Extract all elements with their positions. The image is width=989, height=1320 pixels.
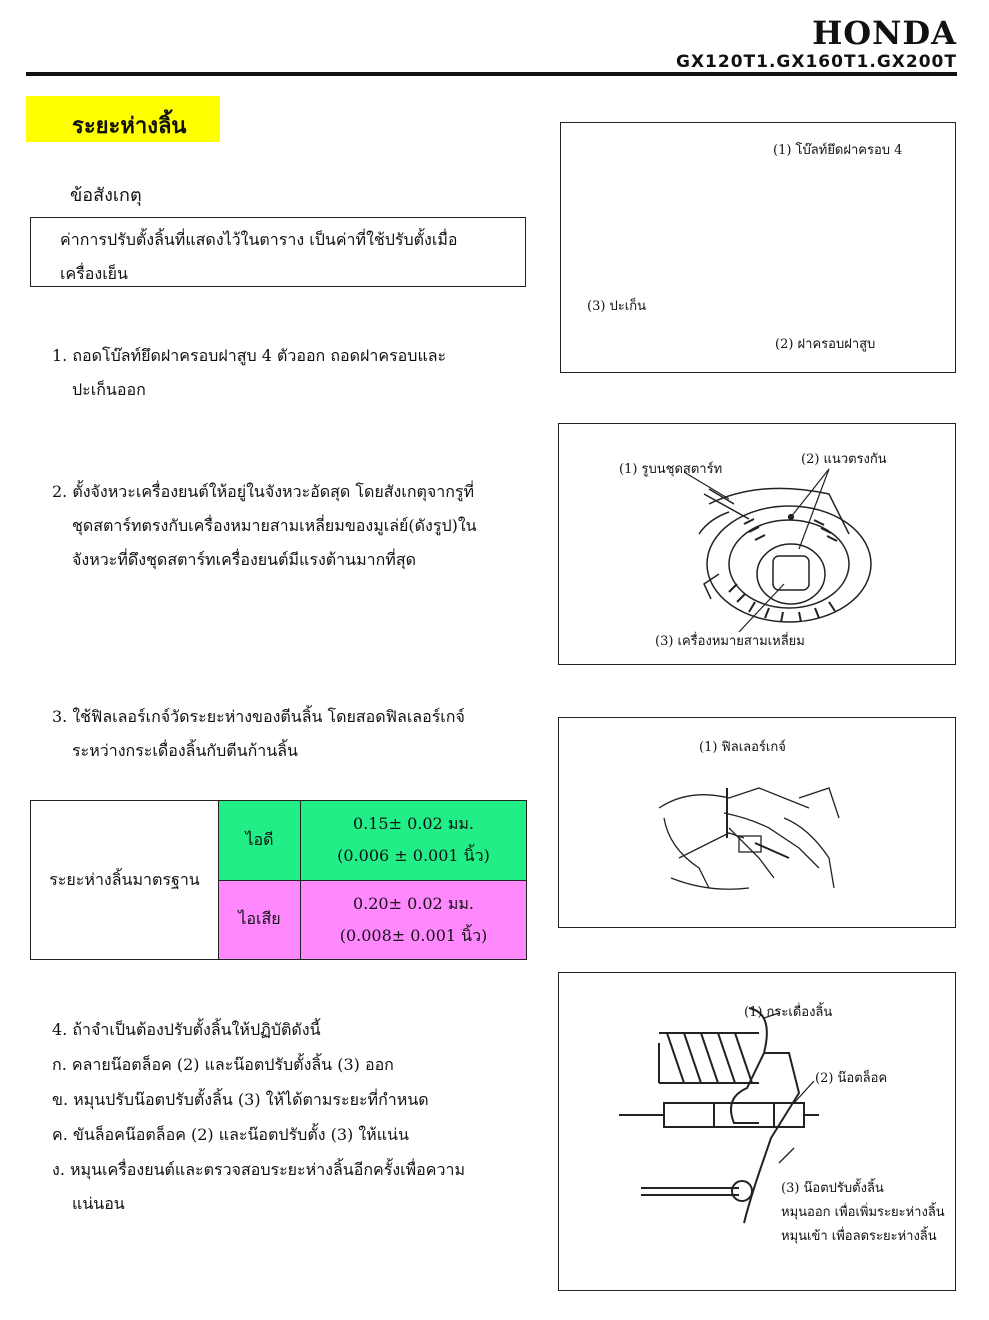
fig1-caption-cover: (2) ฝาครอบฝาสูบ — [775, 337, 876, 352]
step-1-line: 1. ถอดโบ๊ลท์ยึดฝาครอบฝาสูบ 4 ตัวออก ถอดฝาครอบและ — [52, 346, 447, 365]
model-names: GX120T1.GX160T1.GX200T — [675, 52, 957, 72]
note-heading: ข้อสังเกตุ — [70, 185, 142, 206]
exhaust-mm: 0.20± 0.02 มม. — [352, 893, 474, 913]
step-3-line: ระหว่างกระเดื่องลิ้นกับตีนก้านลิ้น — [72, 741, 298, 760]
figure-feeler-gauge — [558, 717, 956, 928]
fig4-caption-lock-nut: (2) น๊อตล็อค — [815, 1071, 888, 1086]
fig2-caption-alignment: (2) แนวตรงกัน — [801, 452, 887, 467]
step-4-line: ก. คลายน๊อตล็อค (2) และน๊อตปรับตั้งลิ้น (3) ออก — [52, 1055, 394, 1074]
step-4-line: ค. ขันล็อคน๊อตล็อค (2) และน๊อตปรับตั้ง (3) ให้แน่น — [52, 1125, 409, 1144]
fig1-caption-gasket: (3) ปะเก็น — [587, 299, 646, 314]
step-4-line: ง. หมุนเครื่องยนต์และตรวจสอบระยะห่างลิ้นอีกครั้งเพื่อความ — [52, 1160, 465, 1179]
exhaust-label: ไอเสีย — [219, 880, 301, 960]
intake-inch: (0.006 ± 0.001 นิ้ว) — [337, 846, 490, 866]
step-2-line: ชุดสตาร์ทตรงกับเครื่องหมายสามเหลี่ยมของมูเล่ย์(ดังรูป)ใน — [72, 516, 477, 535]
exhaust-value — [301, 880, 527, 960]
intake-label: ไอดี — [219, 801, 301, 881]
step-3-line: 3. ใช้ฟิลเลอร์เกจ์วัดระยะห่างของตีนลิ้น โดยสอดฟิลเลอร์เกจ์ — [52, 707, 465, 726]
fig2-caption-triangle-mark: (3) เครื่องหมายสามเหลี่ยม — [655, 634, 805, 649]
figure-starter-alignment — [558, 423, 956, 665]
figure-cylinder-cover — [560, 122, 956, 373]
fig1-caption-bolt: (1) โบ๊ลท์ยึดฝาครอบ 4 — [773, 143, 903, 158]
figure-rocker-arm — [558, 972, 956, 1291]
note-line: ค่าการปรับตั้งลิ้นที่แสดงไว้ในตาราง เป็นค่าที่ใช้ปรับตั้งเมื่อ — [60, 230, 458, 249]
valve-clearance-table — [30, 800, 527, 960]
fig4-caption-adjust-nut: (3) น๊อตปรับตั้งลิ้น — [781, 1181, 884, 1196]
step-4-line: 4. ถ้าจำเป็นต้องปรับตั้งลิ้นให้ปฏิบัติดังนี้ — [52, 1020, 321, 1039]
fig4-caption-rocker-arm: (1) กระเดื่องลิ้น — [744, 1005, 833, 1020]
exhaust-inch: (0.008± 0.001 นิ้ว) — [339, 925, 488, 945]
intake-mm: 0.15± 0.02 มม. — [352, 814, 474, 834]
note-line: เครื่องเย็น — [60, 264, 128, 283]
brand-logo: HONDA — [812, 14, 957, 52]
step-4-line: ข. หมุนปรับน๊อตปรับตั้งลิ้น (3) ให้ได้ตามระยะที่กำหนด — [52, 1090, 429, 1109]
step-2-line: 2. ตั้งจังหวะเครื่องยนต์ให้อยู่ในจังหวะอัดสุด โดยสังเกตุจากรูที่ — [52, 482, 475, 501]
fig2-caption-starter-hole: (1) รูบนชุดสตาร์ท — [619, 462, 723, 477]
step-1-line: ปะเก็นออก — [72, 380, 146, 399]
fig4-caption-turn-in: หมุนเข้า เพื่อลดระยะห่างลิ้น — [781, 1229, 937, 1244]
step-2-line: จังหวะที่ดึงชุดสตาร์ทเครื่องยนต์มีแรงต้านมากที่สุด — [72, 550, 416, 569]
fig3-caption-feeler-gauge: (1) ฟิลเลอร์เกจ์ — [699, 740, 786, 755]
header-rule — [26, 72, 957, 76]
spec-label: ระยะห่างลิ้นมาตรฐาน — [31, 801, 219, 960]
step-4-line: แน่นอน — [72, 1194, 125, 1213]
intake-value — [301, 801, 527, 881]
page-title: ระยะห่างลิ้น — [72, 113, 187, 139]
fig4-caption-turn-out: หมุนออก เพื่อเพิ่มระยะห่างลิ้น — [781, 1205, 945, 1220]
